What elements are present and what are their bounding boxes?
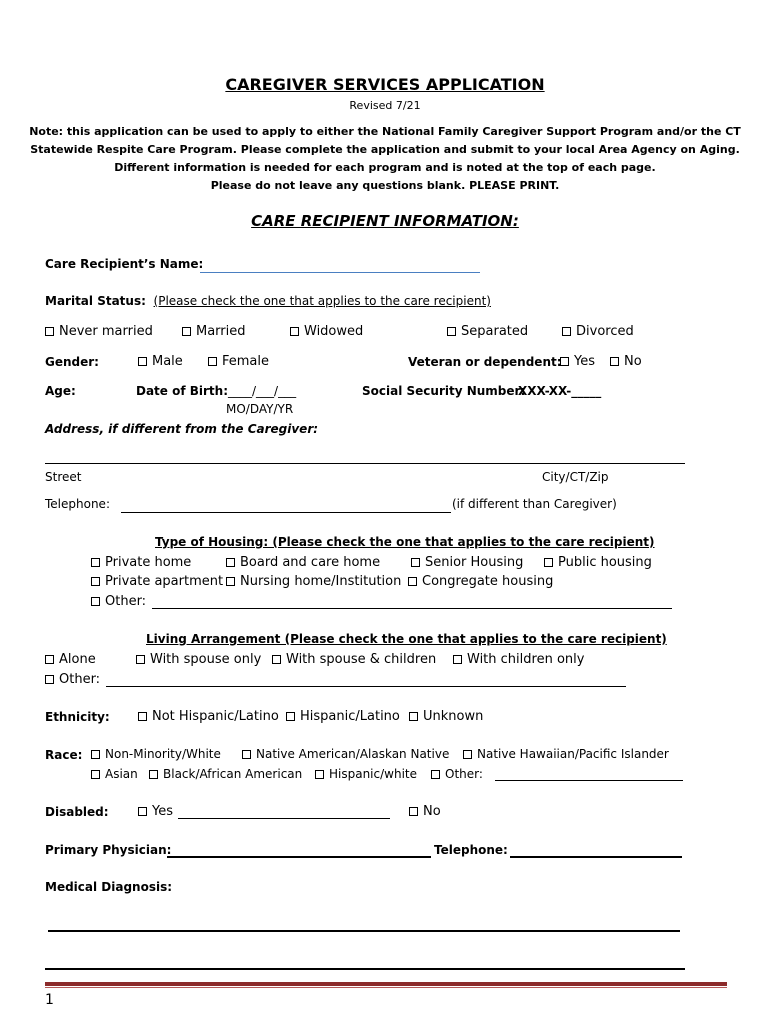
diagnosis-line-1[interactable] — [48, 930, 680, 932]
option-label: Asian — [105, 767, 138, 781]
race-native-american[interactable] — [242, 747, 449, 761]
ssn-field[interactable]: XXX-XX-_____ — [518, 384, 602, 398]
section-title: CARE RECIPIENT INFORMATION: — [251, 212, 519, 230]
living-spouse-only[interactable] — [136, 652, 261, 667]
note-line-4: Please do not leave any questions blank. PLEASE PRINT. — [210, 179, 560, 192]
diagnosis-line-2[interactable] — [45, 968, 685, 970]
checkbox-icon[interactable] — [408, 577, 417, 586]
checkbox-icon[interactable] — [45, 675, 54, 684]
checkbox-icon[interactable] — [149, 770, 158, 779]
note-line-1: Note: this application can be used to apply to either the National Family Caregiver Support Program and/or the CT — [29, 125, 741, 138]
option-label: Other: — [105, 594, 147, 609]
telephone-suffix: (if different than Caregiver) — [452, 497, 617, 511]
checkbox-icon[interactable] — [315, 770, 324, 779]
housing-congregate[interactable] — [408, 574, 553, 589]
living-title: Living Arrangement (Please check the one that applies to the care recipient) — [146, 632, 667, 646]
checkbox-icon[interactable] — [447, 327, 456, 336]
option-label: Native American/Alaskan Native — [256, 747, 450, 761]
checkbox-icon[interactable] — [138, 357, 147, 366]
housing-private-home[interactable] — [91, 555, 191, 570]
checkbox-icon[interactable] — [208, 357, 217, 366]
checkbox-icon[interactable] — [138, 807, 147, 816]
checkbox-icon[interactable] — [45, 327, 54, 336]
footer-rule — [45, 982, 727, 986]
checkbox-icon[interactable] — [560, 357, 569, 366]
marital-married[interactable] — [182, 324, 246, 339]
race-asian[interactable] — [91, 767, 138, 781]
housing-title: Type of Housing: (Please check the one that applies to the care recipient) — [155, 535, 655, 549]
telephone-field[interactable] — [121, 512, 451, 513]
checkbox-icon[interactable] — [91, 597, 100, 606]
option-label: With spouse only — [150, 652, 262, 667]
address-label: Address, if different from the Caregiver: — [45, 422, 319, 436]
marital-separated[interactable] — [447, 324, 528, 339]
disabled-no[interactable] — [409, 804, 441, 819]
checkbox-icon[interactable] — [91, 750, 100, 759]
form-title: CAREGIVER SERVICES APPLICATION — [225, 75, 545, 94]
option-label: Male — [152, 354, 183, 369]
checkbox-icon[interactable] — [226, 558, 235, 567]
checkbox-icon[interactable] — [286, 712, 295, 721]
physician-telephone-field[interactable] — [510, 856, 682, 858]
checkbox-icon[interactable] — [411, 558, 420, 567]
ethnicity-hispanic[interactable] — [286, 709, 400, 724]
address-field[interactable] — [45, 463, 685, 464]
age-label: Age: — [45, 384, 76, 398]
dob-format: MO/DAY/YR — [226, 402, 294, 416]
race-label: Race: — [45, 748, 83, 762]
option-label: Senior Housing — [425, 555, 524, 570]
marital-label: Marital Status: — [45, 294, 146, 308]
option-label: Widowed — [304, 324, 364, 339]
living-other[interactable] — [45, 672, 100, 687]
ssn-label: Social Security Number: — [362, 384, 526, 398]
dob-label: Date of Birth: — [136, 384, 229, 398]
option-label: With children only — [467, 652, 585, 667]
option-label: Hispanic/white — [329, 767, 418, 781]
telephone-label: Telephone: — [45, 497, 110, 511]
gender-female[interactable] — [208, 354, 269, 369]
ethnicity-unknown[interactable] — [409, 709, 483, 724]
diagnosis-label: Medical Diagnosis: — [45, 880, 173, 894]
checkbox-icon[interactable] — [463, 750, 472, 759]
option-label: Congregate housing — [422, 574, 554, 589]
recipient-name-label: Care Recipient’s Name: — [45, 257, 204, 271]
housing-public[interactable] — [544, 555, 652, 570]
checkbox-icon[interactable] — [226, 577, 235, 586]
option-label: Black/African American — [163, 767, 303, 781]
checkbox-icon[interactable] — [182, 327, 191, 336]
checkbox-icon[interactable] — [91, 770, 100, 779]
race-pacific-islander[interactable] — [463, 747, 669, 761]
checkbox-icon[interactable] — [45, 655, 54, 664]
marital-divorced[interactable] — [562, 324, 634, 339]
living-spouse-children[interactable] — [272, 652, 436, 667]
race-other[interactable] — [431, 767, 483, 781]
option-label: No — [624, 354, 642, 369]
note-line-3: Different information is needed for each program and is noted at the top of each page. — [114, 161, 656, 174]
option-label: Hispanic/Latino — [300, 709, 400, 724]
living-alone[interactable] — [45, 652, 96, 667]
checkbox-icon[interactable] — [138, 712, 147, 721]
veteran-label: Veteran or dependent: — [408, 355, 562, 369]
ethnicity-label: Ethnicity: — [45, 710, 110, 724]
option-label: Other: — [445, 767, 483, 781]
revised-date: Revised 7/21 — [349, 99, 421, 112]
ethnicity-not-hispanic[interactable] — [138, 709, 279, 724]
option-label: No — [423, 804, 441, 819]
physician-telephone-label: Telephone: — [434, 843, 508, 857]
option-label: Alone — [59, 652, 96, 667]
marital-widowed[interactable] — [290, 324, 363, 339]
option-label: Native Hawaiian/Pacific Islander — [477, 747, 669, 761]
option-label: Female — [222, 354, 270, 369]
gender-male[interactable] — [138, 354, 183, 369]
option-label: Unknown — [423, 709, 484, 724]
option-label: Public housing — [558, 555, 652, 570]
race-white[interactable] — [91, 747, 221, 761]
living-other-field[interactable] — [106, 686, 626, 687]
disabled-yes[interactable] — [138, 804, 173, 819]
dob-field[interactable]: ____/___/___ — [228, 384, 297, 398]
option-label: Separated — [461, 324, 529, 339]
living-children-only[interactable] — [453, 652, 584, 667]
gender-label: Gender: — [45, 355, 99, 369]
housing-senior[interactable] — [411, 555, 523, 570]
option-label: Other: — [59, 672, 101, 687]
marital-instruction: (Please check the one that applies to the care recipient) — [153, 294, 491, 308]
marital-status-row — [45, 294, 491, 308]
option-label: Nursing home/Institution — [240, 574, 402, 589]
option-label: Yes — [574, 354, 595, 369]
housing-board-care[interactable] — [226, 555, 380, 570]
checkbox-icon[interactable] — [562, 327, 571, 336]
option-label: Yes — [152, 804, 173, 819]
checkbox-icon[interactable] — [242, 750, 251, 759]
checkbox-icon[interactable] — [409, 712, 418, 721]
veteran-no[interactable] — [610, 354, 642, 369]
race-other-field[interactable] — [495, 780, 683, 781]
option-label: Private apartment — [105, 574, 224, 589]
checkbox-icon[interactable] — [431, 770, 440, 779]
city-label: City/CT/Zip — [542, 470, 609, 484]
recipient-name-field[interactable] — [200, 272, 480, 273]
checkbox-icon[interactable] — [91, 558, 100, 567]
housing-nursing-home[interactable] — [226, 574, 401, 589]
checkbox-icon[interactable] — [453, 655, 462, 664]
page-number: 1 — [45, 992, 54, 1008]
option-label: Married — [196, 324, 246, 339]
checkbox-icon[interactable] — [610, 357, 619, 366]
footer-rule-thin — [45, 987, 727, 988]
option-label: Board and care home — [240, 555, 381, 570]
option-label: Private home — [105, 555, 192, 570]
checkbox-icon[interactable] — [290, 327, 299, 336]
physician-field[interactable] — [167, 856, 431, 858]
checkbox-icon[interactable] — [272, 655, 281, 664]
checkbox-icon[interactable] — [136, 655, 145, 664]
disabled-yes-field[interactable] — [178, 818, 390, 819]
housing-other[interactable] — [91, 594, 146, 609]
option-label: Not Hispanic/Latino — [152, 709, 279, 724]
housing-other-field[interactable] — [152, 608, 672, 609]
option-label: Non-Minority/White — [105, 747, 221, 761]
option-label: With spouse & children — [286, 652, 437, 667]
race-hispanic-white[interactable] — [315, 767, 417, 781]
physician-label: Primary Physician: — [45, 843, 172, 857]
street-label: Street — [45, 470, 82, 484]
checkbox-icon[interactable] — [409, 807, 418, 816]
option-label: Never married — [59, 324, 153, 339]
option-label: Divorced — [576, 324, 634, 339]
disabled-label: Disabled: — [45, 805, 109, 819]
race-black[interactable] — [149, 767, 302, 781]
housing-private-apartment[interactable] — [91, 574, 223, 589]
marital-never[interactable] — [45, 324, 153, 339]
note-line-2: Statewide Respite Care Program. Please complete the application and submit to your local Area Agency on Aging. — [30, 143, 740, 156]
checkbox-icon[interactable] — [544, 558, 553, 567]
veteran-yes[interactable] — [560, 354, 595, 369]
checkbox-icon[interactable] — [91, 577, 100, 586]
